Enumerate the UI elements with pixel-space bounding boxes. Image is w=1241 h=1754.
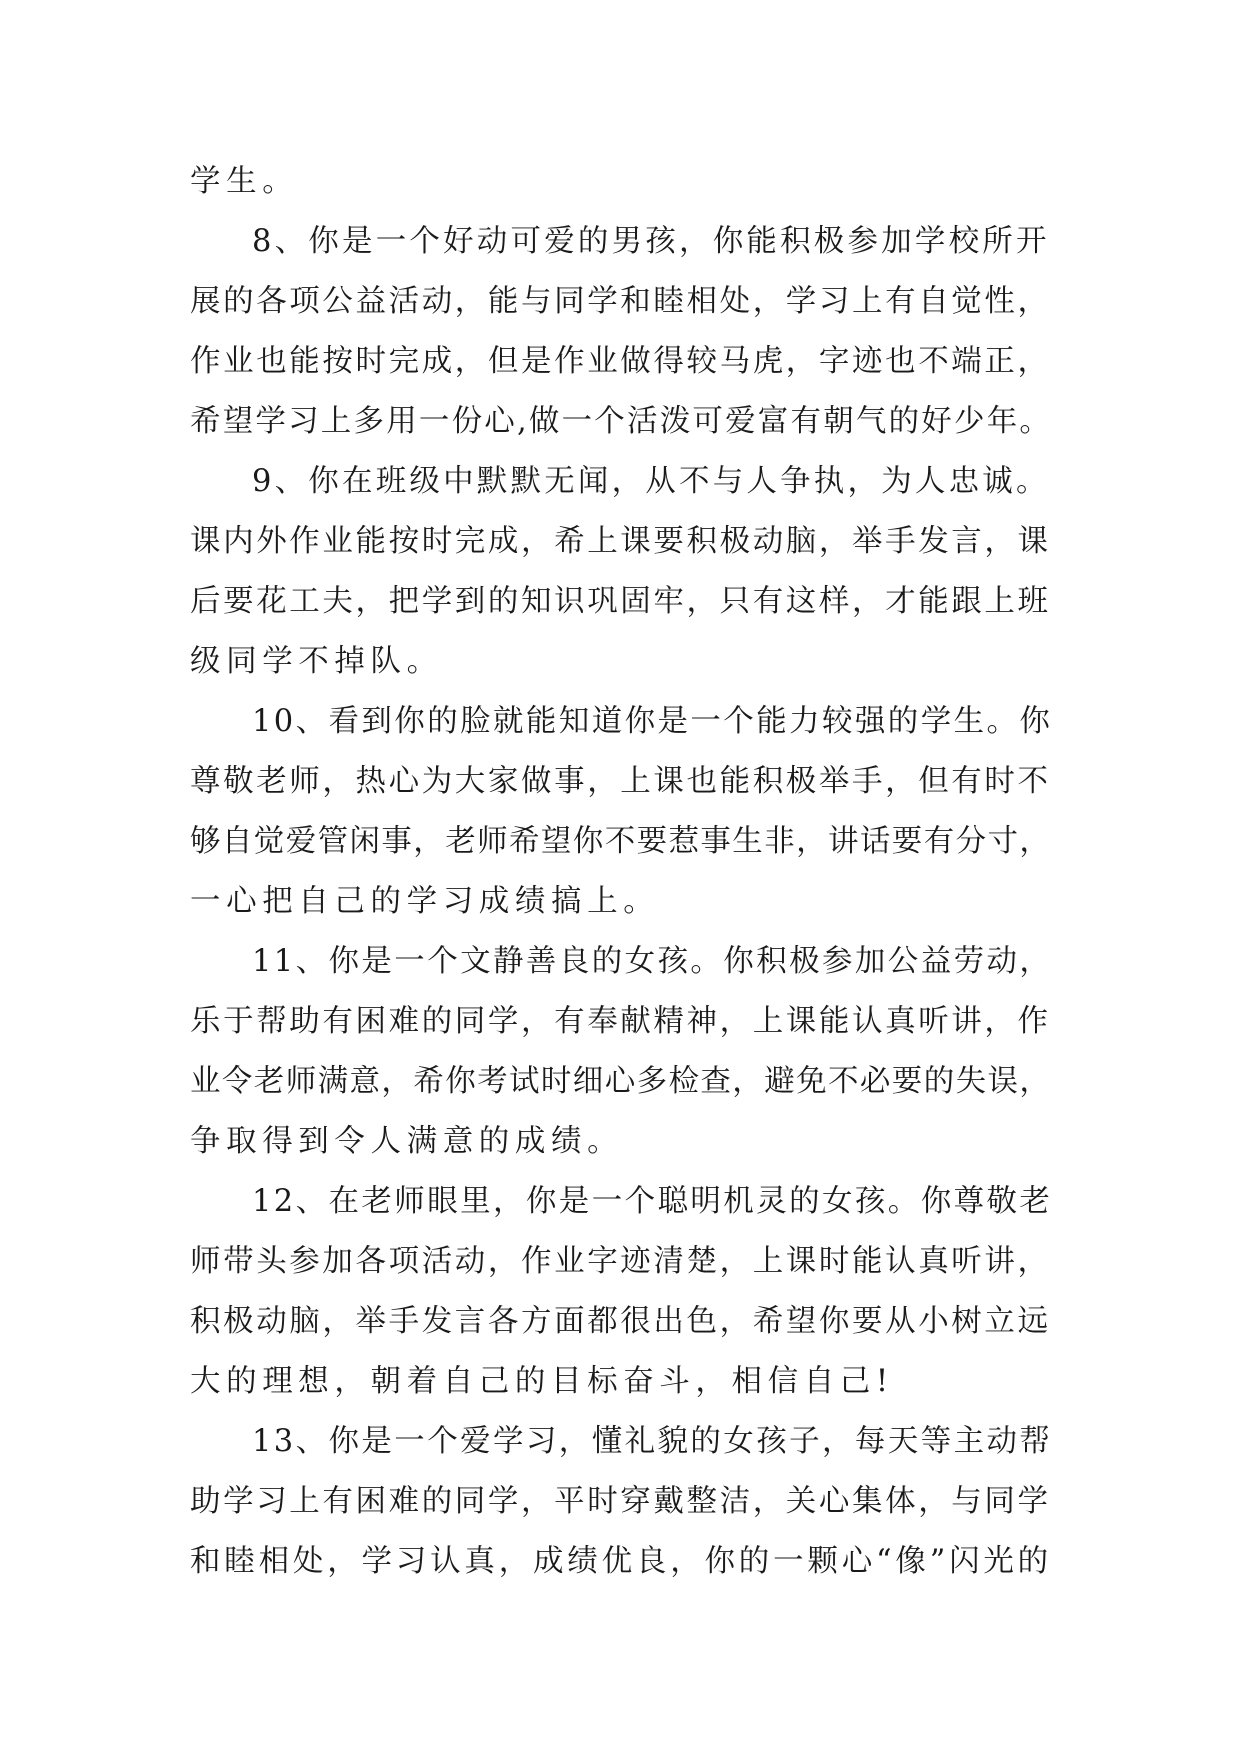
text-line: 师带头参加各项活动，作业字迹清楚，上课时能认真听讲， <box>190 1244 1051 1279</box>
text-line: 尊敬老师，热心为大家做事，上课也能积极举手，但有时不 <box>190 764 1051 799</box>
text-line: 争取得到令人满意的成绩。 <box>190 1124 624 1159</box>
paragraph-13-start: 13、你是一个爱学习，懂礼貌的女孩子，每天等主动帮 <box>252 1424 1053 1459</box>
text-line: 业令老师满意，希你考试时细心多检查，避免不必要的失误， <box>190 1064 1052 1099</box>
text-line: 学生。 <box>190 164 299 199</box>
paragraph-9-start: 9、你在班级中默默无闻，从不与人争执，为人忠诚。 <box>252 464 1050 499</box>
paragraph-8-start: 8、你是一个好动可爱的男孩，你能积极参加学校所开 <box>252 224 1050 259</box>
text-line: 和睦相处，学习认真，成绩优良，你的一颗心“像”闪光的 <box>190 1544 1052 1579</box>
paragraph-12-start: 12、在老师眼里，你是一个聪明机灵的女孩。你尊敬老 <box>252 1184 1053 1219</box>
text-line: 课内外作业能按时完成，希上课要积极动脑，举手发言，课 <box>190 524 1051 559</box>
text-line: 大的理想，朝着自己的目标奋斗，相信自己! <box>190 1364 894 1399</box>
text-line: 助学习上有困难的同学，平时穿戴整洁，关心集体，与同学 <box>190 1484 1051 1519</box>
text-line: 展的各项公益活动，能与同学和睦相处，学习上有自觉性， <box>190 284 1051 319</box>
text-line: 一心把自己的学习成绩搞上。 <box>190 884 660 919</box>
paragraph-10-start: 10、看到你的脸就能知道你是一个能力较强的学生。你 <box>252 704 1053 739</box>
text-line: 希望学习上多用一份心,做一个活泼可爱富有朝气的好少年。 <box>190 404 1053 439</box>
paragraph-11-start: 11、你是一个文静善良的女孩。你积极参加公益劳动， <box>252 944 1053 979</box>
text-line: 级同学不掉队。 <box>190 644 443 679</box>
text-line: 够自觉爱管闲事，老师希望你不要惹事生非，讲话要有分寸， <box>190 824 1052 859</box>
text-line: 后要花工夫，把学到的知识巩固牢，只有这样，才能跟上班 <box>190 584 1051 619</box>
text-line: 乐于帮助有困难的同学，有奉献精神，上课能认真听讲，作 <box>190 1004 1051 1039</box>
text-line: 作业也能按时完成，但是作业做得较马虎，字迹也不端正， <box>190 344 1051 379</box>
text-line: 积极动脑，举手发言各方面都很出色，希望你要从小树立远 <box>190 1304 1051 1339</box>
